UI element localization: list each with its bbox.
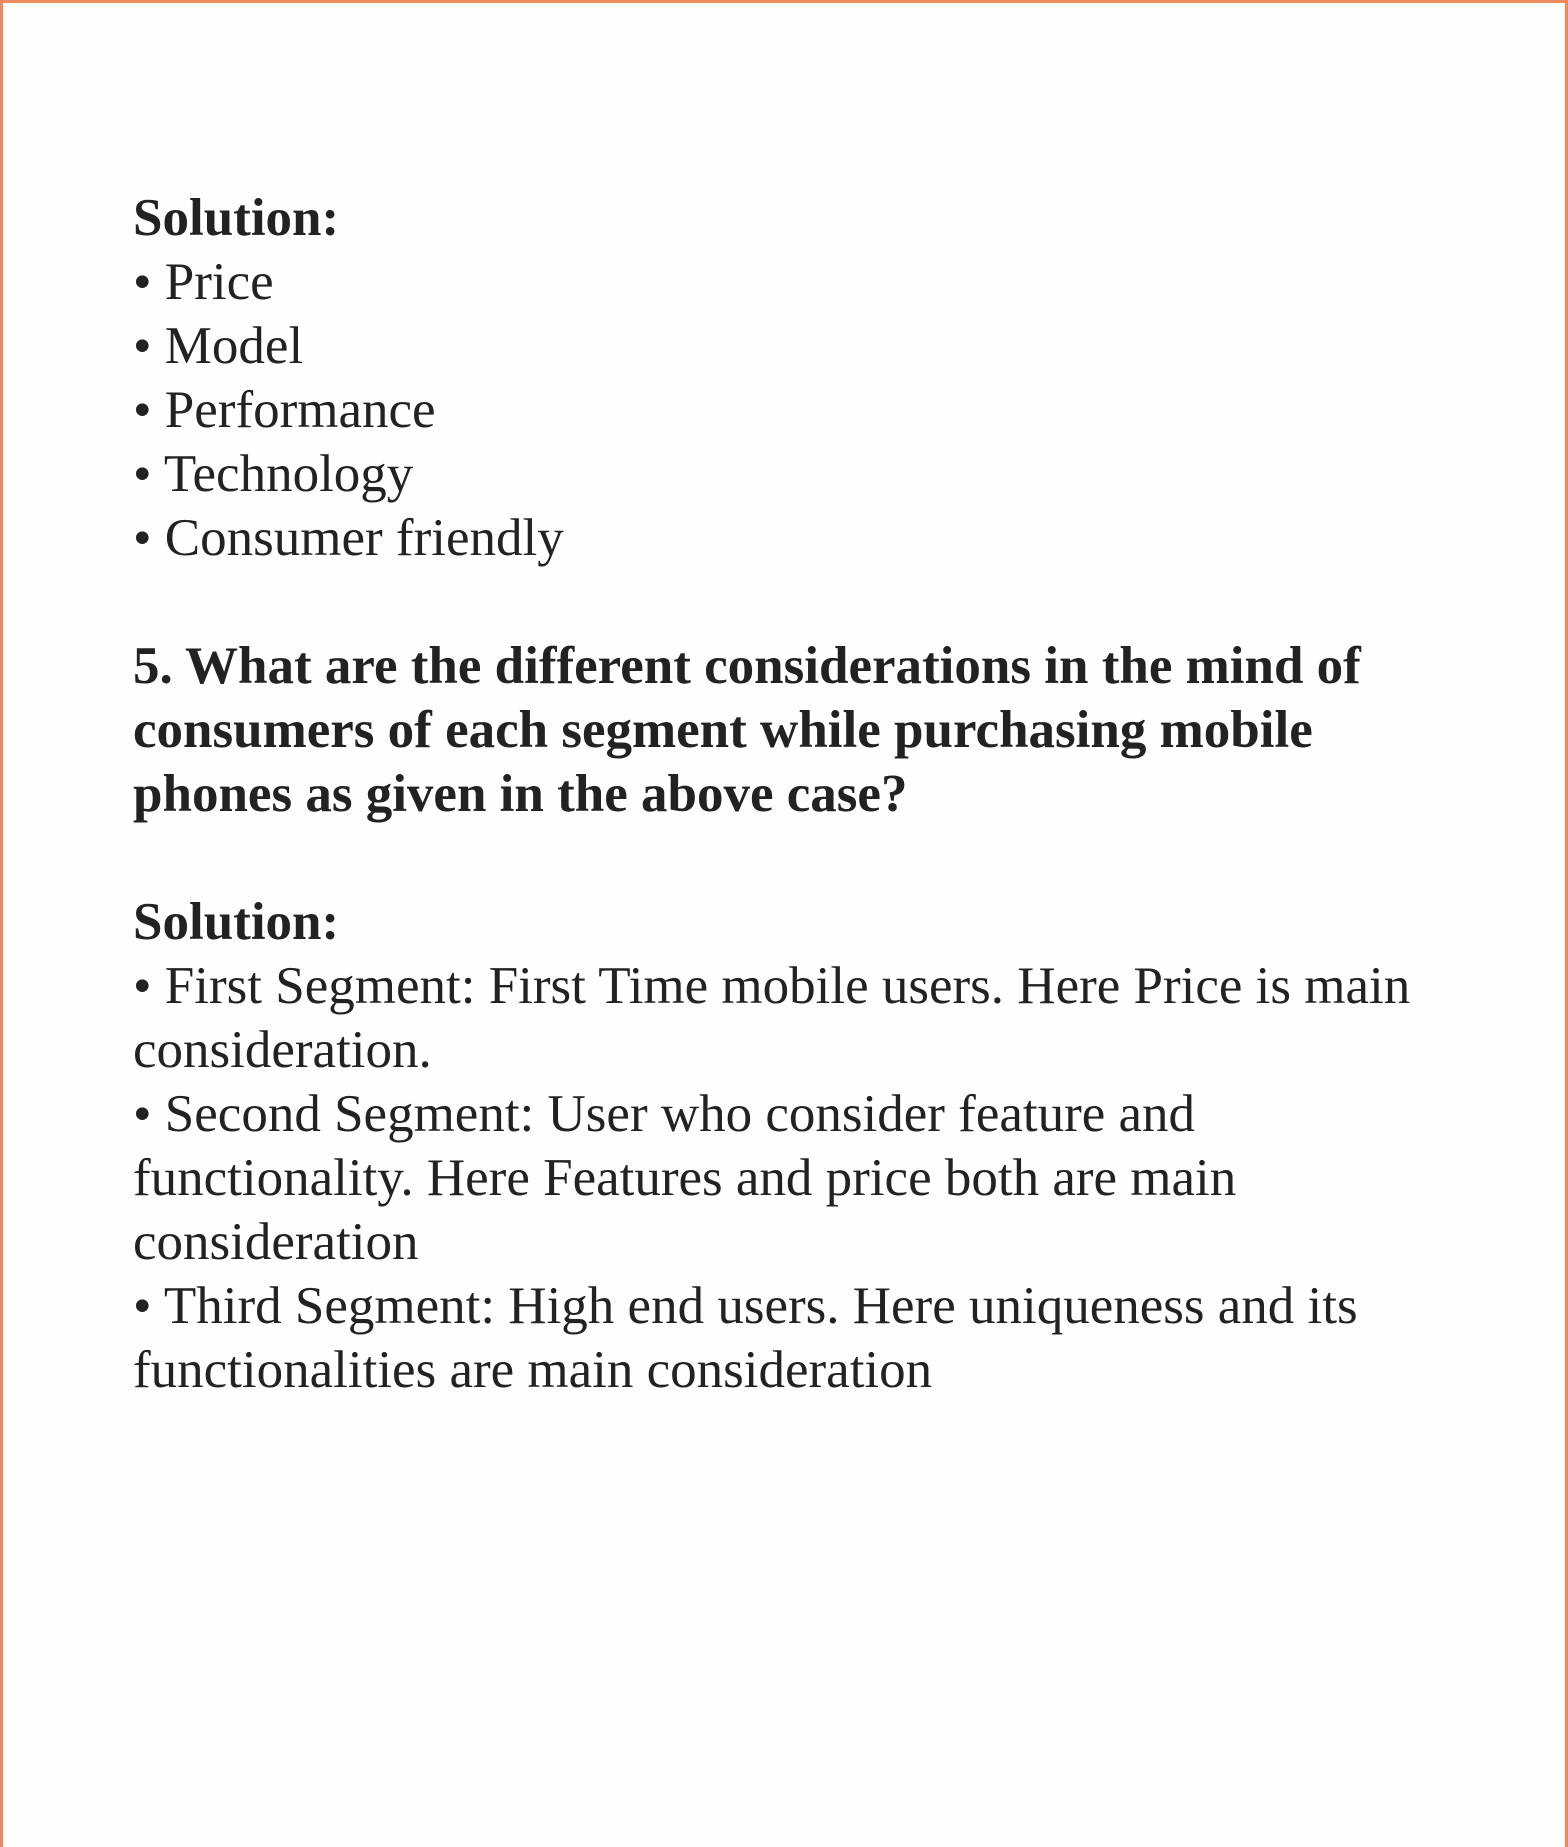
list-item: • Technology [133,445,414,503]
document-body [133,186,1463,1402]
solution-heading-1: Solution: [133,189,340,247]
list-item: • Third Segment: High end users. Here uniqueness and its functionalities are main consideration [133,1277,1358,1399]
list-item: • Model [133,317,304,375]
solution-list-2 [133,954,1463,1402]
solution-list-1 [133,250,1463,570]
list-item: • Second Segment: User who consider feature and functionality. Here Features and price both are main consideration [133,1085,1237,1271]
list-item: • Performance [133,381,436,439]
solution-heading-2: Solution: [133,893,340,951]
question-5: 5. What are the different considerations in the mind of consumers of each segment while purchasing mobile phones as given in the above case? [133,637,1361,823]
list-item: • Price [133,253,274,311]
list-item: • First Segment: First Time mobile users. Here Price is main consideration. [133,957,1411,1079]
list-item: • Consumer friendly [133,509,564,567]
